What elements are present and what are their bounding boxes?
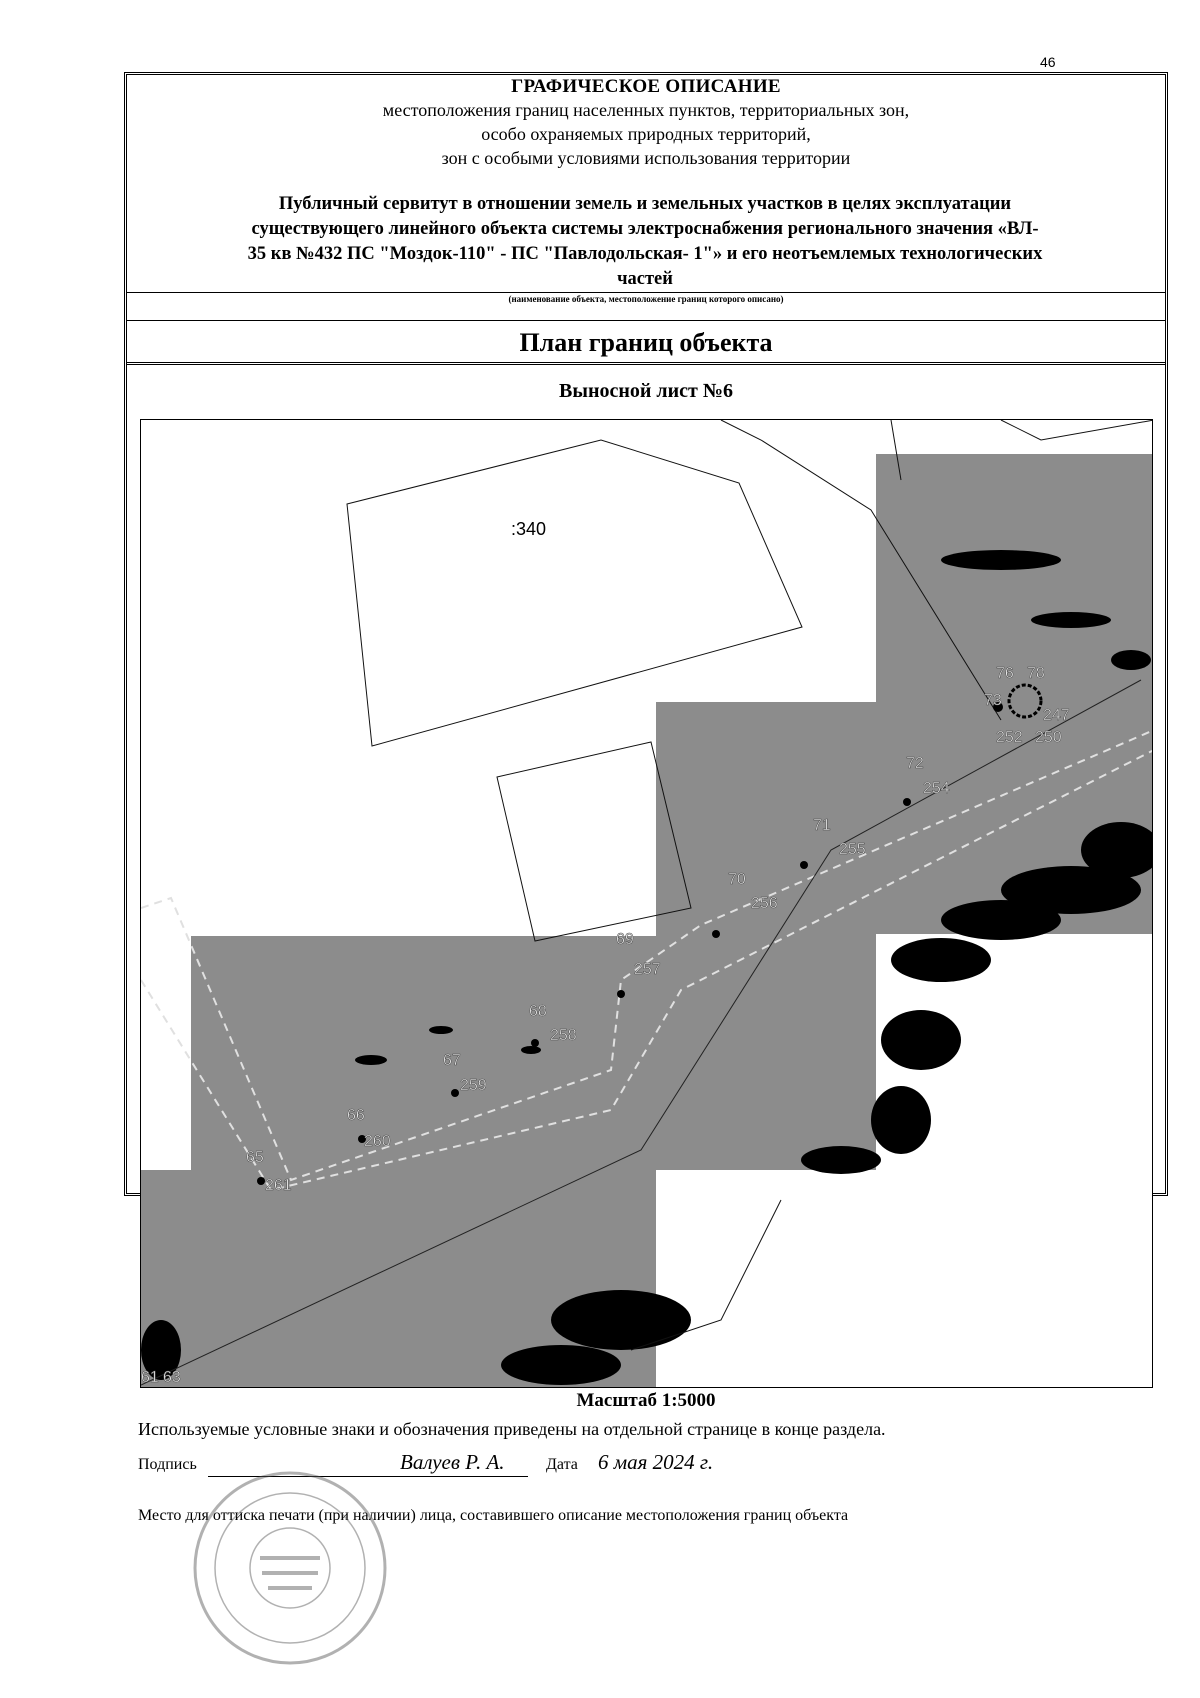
plan-title: План границ объекта xyxy=(519,328,773,357)
sheet-title: Выносной лист №6 xyxy=(559,380,733,402)
point-label: 73 xyxy=(984,692,1002,709)
point-label: 63 xyxy=(163,1369,181,1386)
legend-note: Используемые условные знаки и обозначения приведены на отдельной странице в конце раздела. xyxy=(138,1419,886,1439)
point-label: 68 xyxy=(529,1003,547,1020)
point-label: 256 xyxy=(751,895,778,912)
object-name-line: частей xyxy=(617,269,673,289)
point-label: 67 xyxy=(443,1052,461,1069)
point-label: 258 xyxy=(550,1027,577,1044)
object-name-line: 35 кв №432 ПС "Моздок-110" - ПС "Павлодольская- 1"» и его неотъемлемых технологических xyxy=(247,244,1043,264)
point-label: 259 xyxy=(460,1077,487,1094)
point-label: 260 xyxy=(364,1133,391,1150)
point-label: 78 xyxy=(1027,665,1045,682)
point-label: 71 xyxy=(813,817,831,834)
point-label: 257 xyxy=(634,961,661,978)
document-title: ГРАФИЧЕСКОЕ ОПИСАНИЕ xyxy=(511,76,781,97)
parcel-label: :340 xyxy=(511,519,547,539)
object-caption: (наименование объекта, местоположение границ которого описано) xyxy=(508,294,784,304)
point-label: 261 xyxy=(265,1177,292,1194)
point-label: 254 xyxy=(923,780,950,797)
point-label: 72 xyxy=(906,755,924,772)
subtitle-line: зон с особыми условиями использования территории xyxy=(441,148,851,168)
page-number: 46 xyxy=(1040,54,1056,70)
stamp-place-note: Место для оттиска печати (при наличии) лица, составившего описание местоположения границ объекта xyxy=(138,1507,849,1524)
stamp-icon xyxy=(190,1408,390,1698)
signer-name: Валуев Р. А. xyxy=(400,1450,505,1474)
divider xyxy=(126,320,1166,321)
parcel-340 xyxy=(347,440,802,746)
date-label: Дата xyxy=(546,1456,578,1473)
cadastral-map xyxy=(141,420,1153,1388)
point-label: 65 xyxy=(246,1149,264,1166)
point-label: 250 xyxy=(1035,729,1062,746)
point-label: 247 xyxy=(1043,707,1070,724)
parcel-boundary xyxy=(1001,420,1153,440)
point-label: 76 xyxy=(996,665,1014,682)
divider xyxy=(126,362,1166,365)
point-label: 255 xyxy=(839,841,866,858)
subtitle-line: особо охраняемых природных территорий, xyxy=(481,124,811,144)
point-label: 70 xyxy=(728,871,746,888)
subtitle-line: местоположения границ населенных пунктов, территориальных зон, xyxy=(382,100,910,120)
header-block xyxy=(126,76,1166,170)
point-label: 66 xyxy=(347,1107,365,1124)
point-label: 252 xyxy=(996,729,1023,746)
object-name-line: Публичный сервитут в отношении земель и земельных участков в целях эксплуатации xyxy=(278,194,1012,214)
point-label: 61 xyxy=(141,1369,159,1386)
scale: Масштаб 1:5000 xyxy=(576,1390,716,1411)
point-label: 69 xyxy=(616,931,634,948)
object-name-line: существующего линейного объекта системы электроснабжения регионального значения «ВЛ- xyxy=(251,219,1039,239)
signature-label: Подпись xyxy=(138,1456,197,1473)
ortho-area xyxy=(656,934,876,1170)
object-name xyxy=(150,192,1140,292)
divider xyxy=(126,292,1166,293)
map-frame xyxy=(140,419,1153,1388)
date-value: 6 мая 2024 г. xyxy=(598,1450,714,1474)
